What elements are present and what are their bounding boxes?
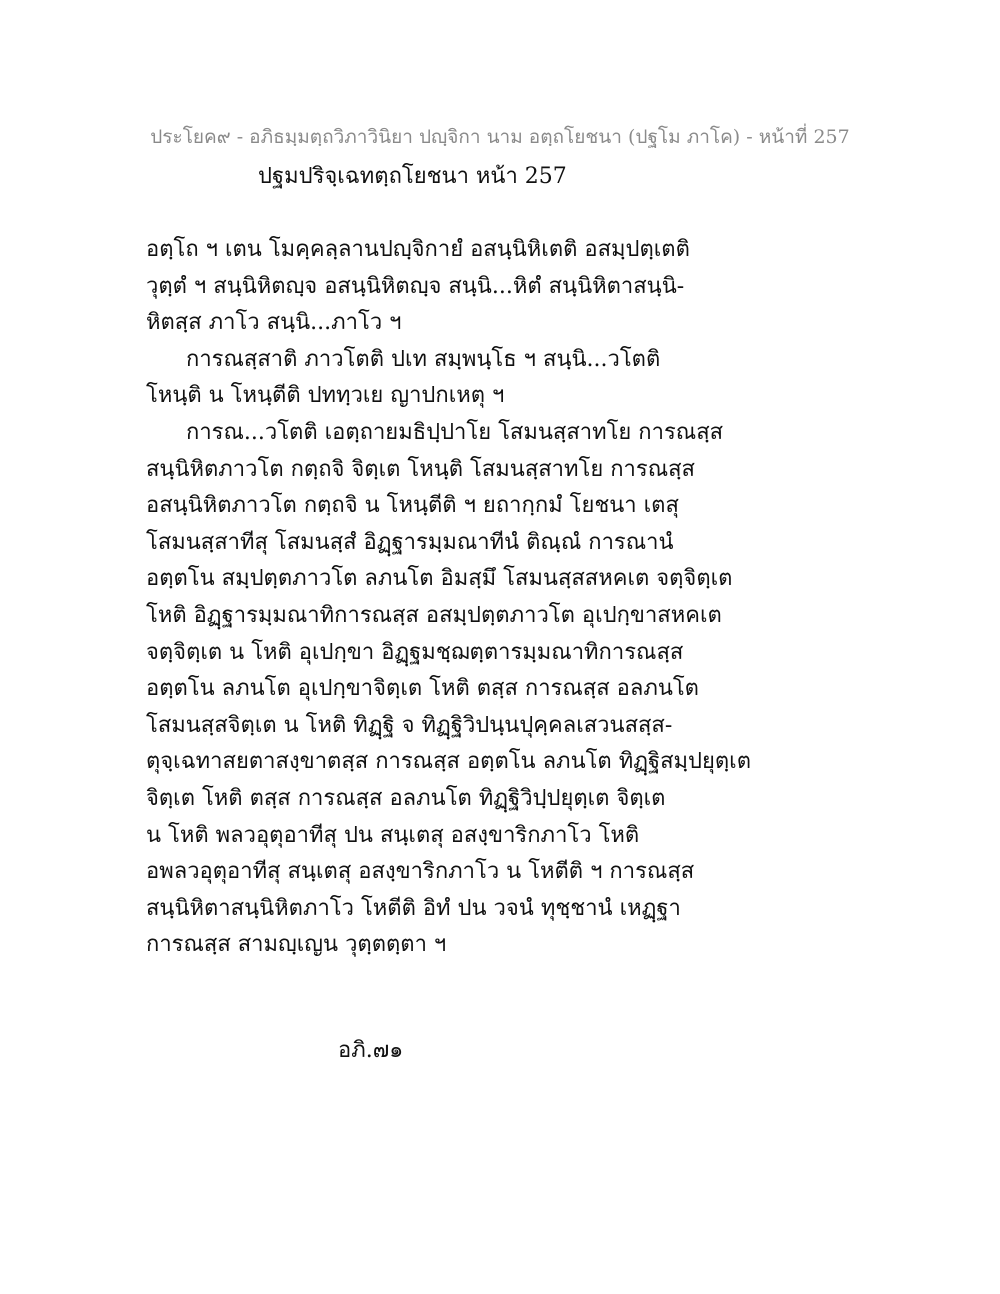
text-line: การณสฺส สามญฺเญน วุตฺตตฺตา ฯ [146, 932, 447, 958]
text-line: น โหติ พลวอุตุอาทีสุ ปน สนฺเตสุ อสงฺขาริกภาโว โหติ [146, 822, 640, 848]
text-line: ตุจฺเฉทาสยตาสงฺขาตสฺส การณสฺส อตฺตโน ลภนโต ทิฏฺฐิสมฺปยุตฺเต [146, 749, 751, 775]
text-line: โหนฺติ น โหนฺตีติ ปททฺวเย ญาปกเหตุ ฯ [146, 383, 505, 409]
text-line: โสมนสฺสาทีสุ โสมนสฺสํ อิฏฺฐารมฺมณาทีนํ ติณฺณํ การณานํ [146, 529, 674, 555]
text-line: การณสฺสาติ ภาวโตติ ปเท สมฺพนฺโธ ฯ สนฺนิ...วโตติ [186, 346, 661, 372]
text-line: อตฺตโน ลภนโต อุเปกฺขาจิตฺเต โหติ ตสฺส การณสฺส อลภนโต [146, 676, 699, 702]
text-line: วุตฺตํ ฯ สนฺนิหิตญฺจ อสนฺนิหิตญฺจ สนฺนิ...หิตํ สนฺนิหิตาสนฺนิ- [146, 273, 685, 299]
text-line: อพลวอุตุอาทีสุ สนฺเตสุ อสงฺขาริกภาโว น โหตีติ ฯ การณสฺส [146, 859, 695, 885]
running-header: ประโยค๙ - อภิธมฺมตฺถวิภาวินิยา ปญฺจิกา นาม อตฺถโยชนา (ปฐโม ภาโค) - หน้าที่ 257 [150, 126, 850, 148]
text-line: อตฺตโน สมฺปตฺตภาวโต ลภนโต อิมสฺมึ โสมนสฺสสหคเต จตฺจิตฺเต [146, 566, 733, 592]
text-line: การณ...วโตติ เอตฺถายมธิปฺปาโย โสมนสฺสาทโย การณสฺส [186, 419, 724, 445]
footnote-reference: อภิ.๗๑ [338, 1038, 404, 1063]
text-line: หิตสฺส ภาโว สนฺนิ...ภาโว ฯ [146, 310, 402, 336]
text-line: จิตฺเต โหติ ตสฺส การณสฺส อลภนโต ทิฏฺฐิวิปฺปยุตฺเต จิตฺเต [146, 785, 666, 811]
text-line: โหติ อิฏฺฐารมฺมณาทิการณสฺส อสมฺปตฺตภาวโต อุเปกฺขาสหคเต [146, 602, 722, 628]
section-title: ปฐมปริจฺเฉทตฺถโยชนา หน้า 257 [258, 164, 567, 189]
text-line: สนฺนิหิตาสนฺนิหิตภาโว โหตีติ อิทํ ปน วจนํ ทุชฺชานํ เหฏฺฐา [146, 895, 681, 921]
text-line: โสมนสฺสจิตฺเต น โหติ ทิฏฺฐิ จ ทิฏฺฐิวิปนฺนปุคฺคลเสวนสสฺส- [146, 712, 673, 738]
text-line: อสนฺนิหิตภาวโต กตฺถจิ น โหนฺตีติ ฯ ยถากฺกมํ โยชนา เตสุ [146, 493, 679, 519]
text-line: จตฺจิตฺเต น โหติ อุเปกฺขา อิฏฺฐมชฺฌตฺตารมฺมณาทิการณสฺส [146, 639, 684, 665]
text-line: อตฺโถ ฯ เตน โมคฺคลฺลานปญฺจิกายํ อสนฺนิหิเตติ อสมฺปตฺเตติ [146, 237, 690, 262]
body-text [146, 232, 866, 964]
text-line: สนฺนิหิตภาวโต กตฺถจิ จิตฺเต โหนฺติ โสมนสฺสาทโย การณสฺส [146, 456, 695, 482]
